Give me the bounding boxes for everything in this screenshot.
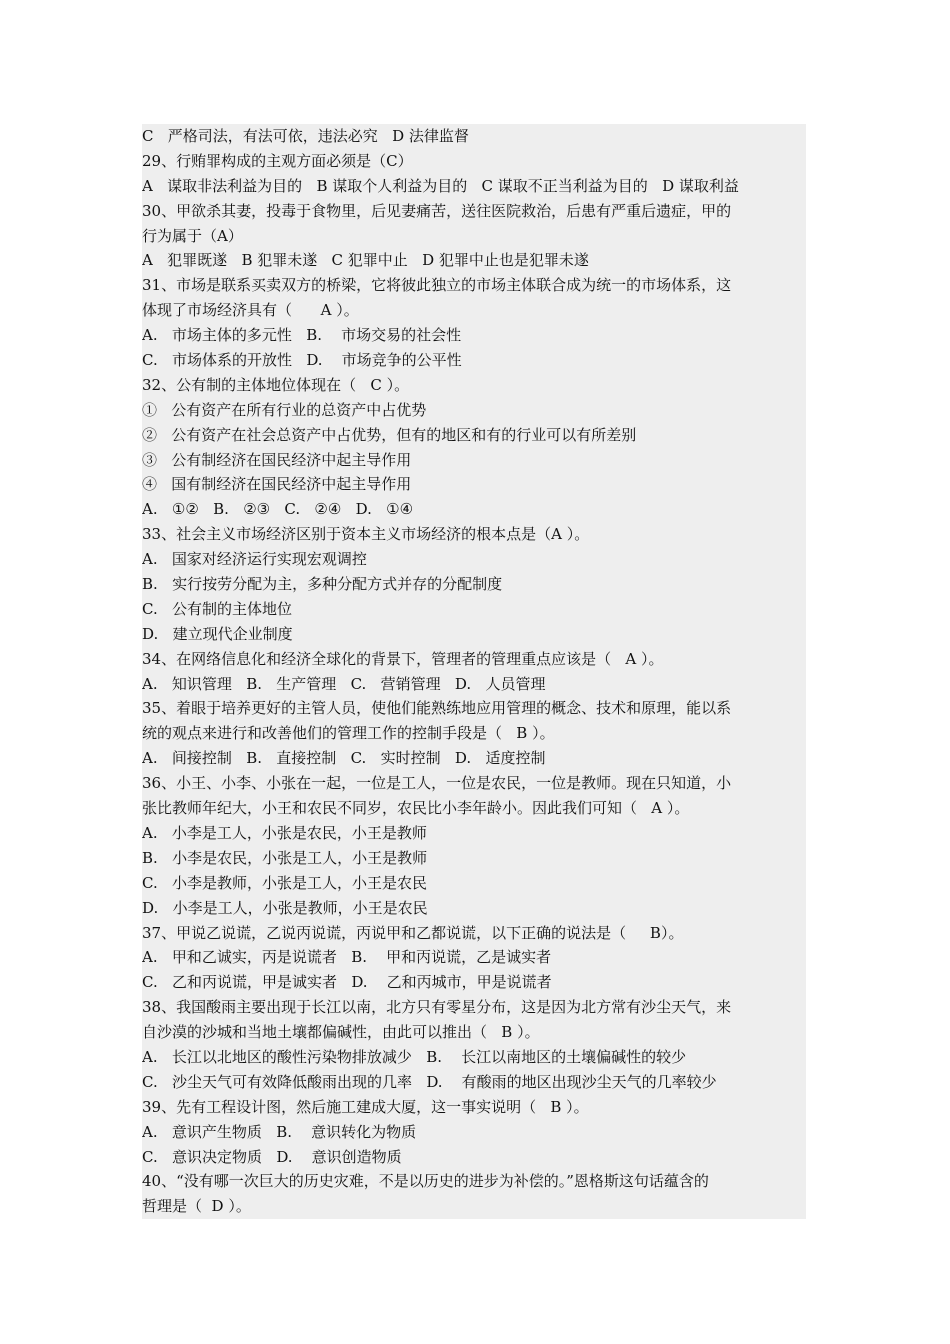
- text-line: 29、行贿罪构成的主观方面必须是（C）: [142, 151, 413, 170]
- text-line: ③ 公有制经济在国民经济中起主导作用: [142, 450, 412, 469]
- text-line: ④ 国有制经济在国民经济中起主导作用: [142, 475, 412, 494]
- text-line: A 犯罪既遂 B 犯罪未遂 C 犯罪中止 D 犯罪中止也是犯罪未遂: [142, 251, 589, 270]
- text-line: 统的观点来进行和改善他们的管理工作的控制手段是（ B ）。: [142, 724, 555, 743]
- text-line: 35、着眼于培养更好的主管人员，使他们能熟练地应用管理的概念、技术和原理，能以系: [142, 699, 732, 718]
- text-line: D. 小李是工人，小张是教师，小王是农民: [142, 898, 428, 917]
- document-text-block: [142, 124, 806, 1219]
- text-line: 行为属于（A）: [142, 226, 243, 245]
- text-line: C. 小李是教师，小张是工人，小王是农民: [142, 873, 428, 892]
- text-line: 30、甲欲杀其妻，投毒于食物里，后见妻痛苦，送往医院救治，后患有严重后遗症，甲的: [142, 201, 732, 220]
- text-line: C. 意识决定物质 D. 意识创造物质: [142, 1147, 402, 1166]
- text-line: 40、“没有哪一次巨大的历史灾难，不是以历史的进步为补偿的。”恩格斯这句话蕴含的: [142, 1172, 709, 1191]
- text-line: 36、小王、小李、小张在一起，一位是工人，一位是农民，一位是教师。现在只知道，小: [142, 774, 732, 793]
- text-line: C. 市场体系的开放性 D. 市场竞争的公平性: [142, 351, 462, 370]
- text-line: A. ①② B. ②③ C. ②④ D. ①④: [142, 500, 414, 519]
- text-line: B. 实行按劳分配为主，多种分配方式并存的分配制度: [142, 575, 503, 594]
- text-line: 33、社会主义市场经济区别于资本主义市场经济的根本点是（A ）。: [142, 525, 590, 544]
- text-line: A 谋取非法利益为目的 B 谋取个人利益为目的 C 谋取不正当利益为目的 D 谋取利益: [142, 176, 739, 195]
- text-line: 34、在网络信息化和经济全球化的背景下，管理者的管理重点应该是（ A ）。: [142, 649, 664, 668]
- text-line: A. 长江以北地区的酸性污染物排放减少 B. 长江以南地区的土壤偏碱性的较少: [142, 1047, 687, 1066]
- text-line: 自沙漠的沙城和当地土壤都偏碱性，由此可以推出（ B ）。: [142, 1023, 540, 1042]
- text-line: A. 小李是工人，小张是农民，小王是教师: [142, 823, 427, 842]
- text-line: A. 知识管理 B. 生产管理 C. 营销管理 D. 人员管理: [142, 674, 546, 693]
- text-line: C. 乙和丙说谎，甲是诚实者 D. 乙和丙城市，甲是说谎者: [142, 973, 552, 992]
- text-line: 哲理是（ D ）。: [142, 1197, 251, 1216]
- text-line: C. 公有制的主体地位: [142, 599, 293, 618]
- text-line: ② 公有资产在社会总资产中占优势，但有的地区和有的行业可以有所差别: [142, 425, 637, 444]
- text-line: C 严格司法，有法可依，违法必究 D 法律监督: [142, 127, 469, 145]
- text-line: 32、公有制的主体地位体现在（ C ）。: [142, 375, 410, 394]
- text-line: A. 甲和乙诚实，丙是说谎者 B. 甲和丙说谎，乙是诚实者: [142, 948, 552, 967]
- text-line: A. 市场主体的多元性 B. 市场交易的社会性: [142, 326, 462, 345]
- text-line: 体现了市场经济具有（ A ）。: [142, 301, 359, 320]
- text-line: 38、我国酸雨主要出现于长江以南，北方只有零星分布，这是因为北方常有沙尘天气，来: [142, 998, 732, 1017]
- text-line: 张比教师年纪大，小王和农民不同岁，农民比小李年龄小。因此我们可知（ A ）。: [142, 799, 690, 818]
- text-line: 39、先有工程设计图，然后施工建成大厦，这一事实说明（ B ）。: [142, 1097, 589, 1116]
- text-line: 31、市场是联系买卖双方的桥梁，它将彼此独立的市场主体联合成为统一的市场体系，这: [142, 276, 732, 295]
- text-line: C. 沙尘天气可有效降低酸雨出现的几率 D. 有酸雨的地区出现沙尘天气的几率较少: [142, 1072, 717, 1091]
- text-line: A. 间接控制 B. 直接控制 C. 实时控制 D. 适度控制: [142, 749, 546, 768]
- text-line: A. 国家对经济运行实现宏观调控: [142, 550, 367, 569]
- text-line: B. 小李是农民，小张是工人，小王是教师: [142, 848, 428, 867]
- text-line: ① 公有资产在所有行业的总资产中占优势: [142, 400, 427, 419]
- text-line: A. 意识产生物质 B. 意识转化为物质: [142, 1122, 417, 1141]
- text-line: D. 建立现代企业制度: [142, 624, 293, 643]
- text-line: 37、甲说乙说谎，乙说丙说谎，丙说甲和乙都说谎，以下正确的说法是（ B）。: [142, 923, 684, 942]
